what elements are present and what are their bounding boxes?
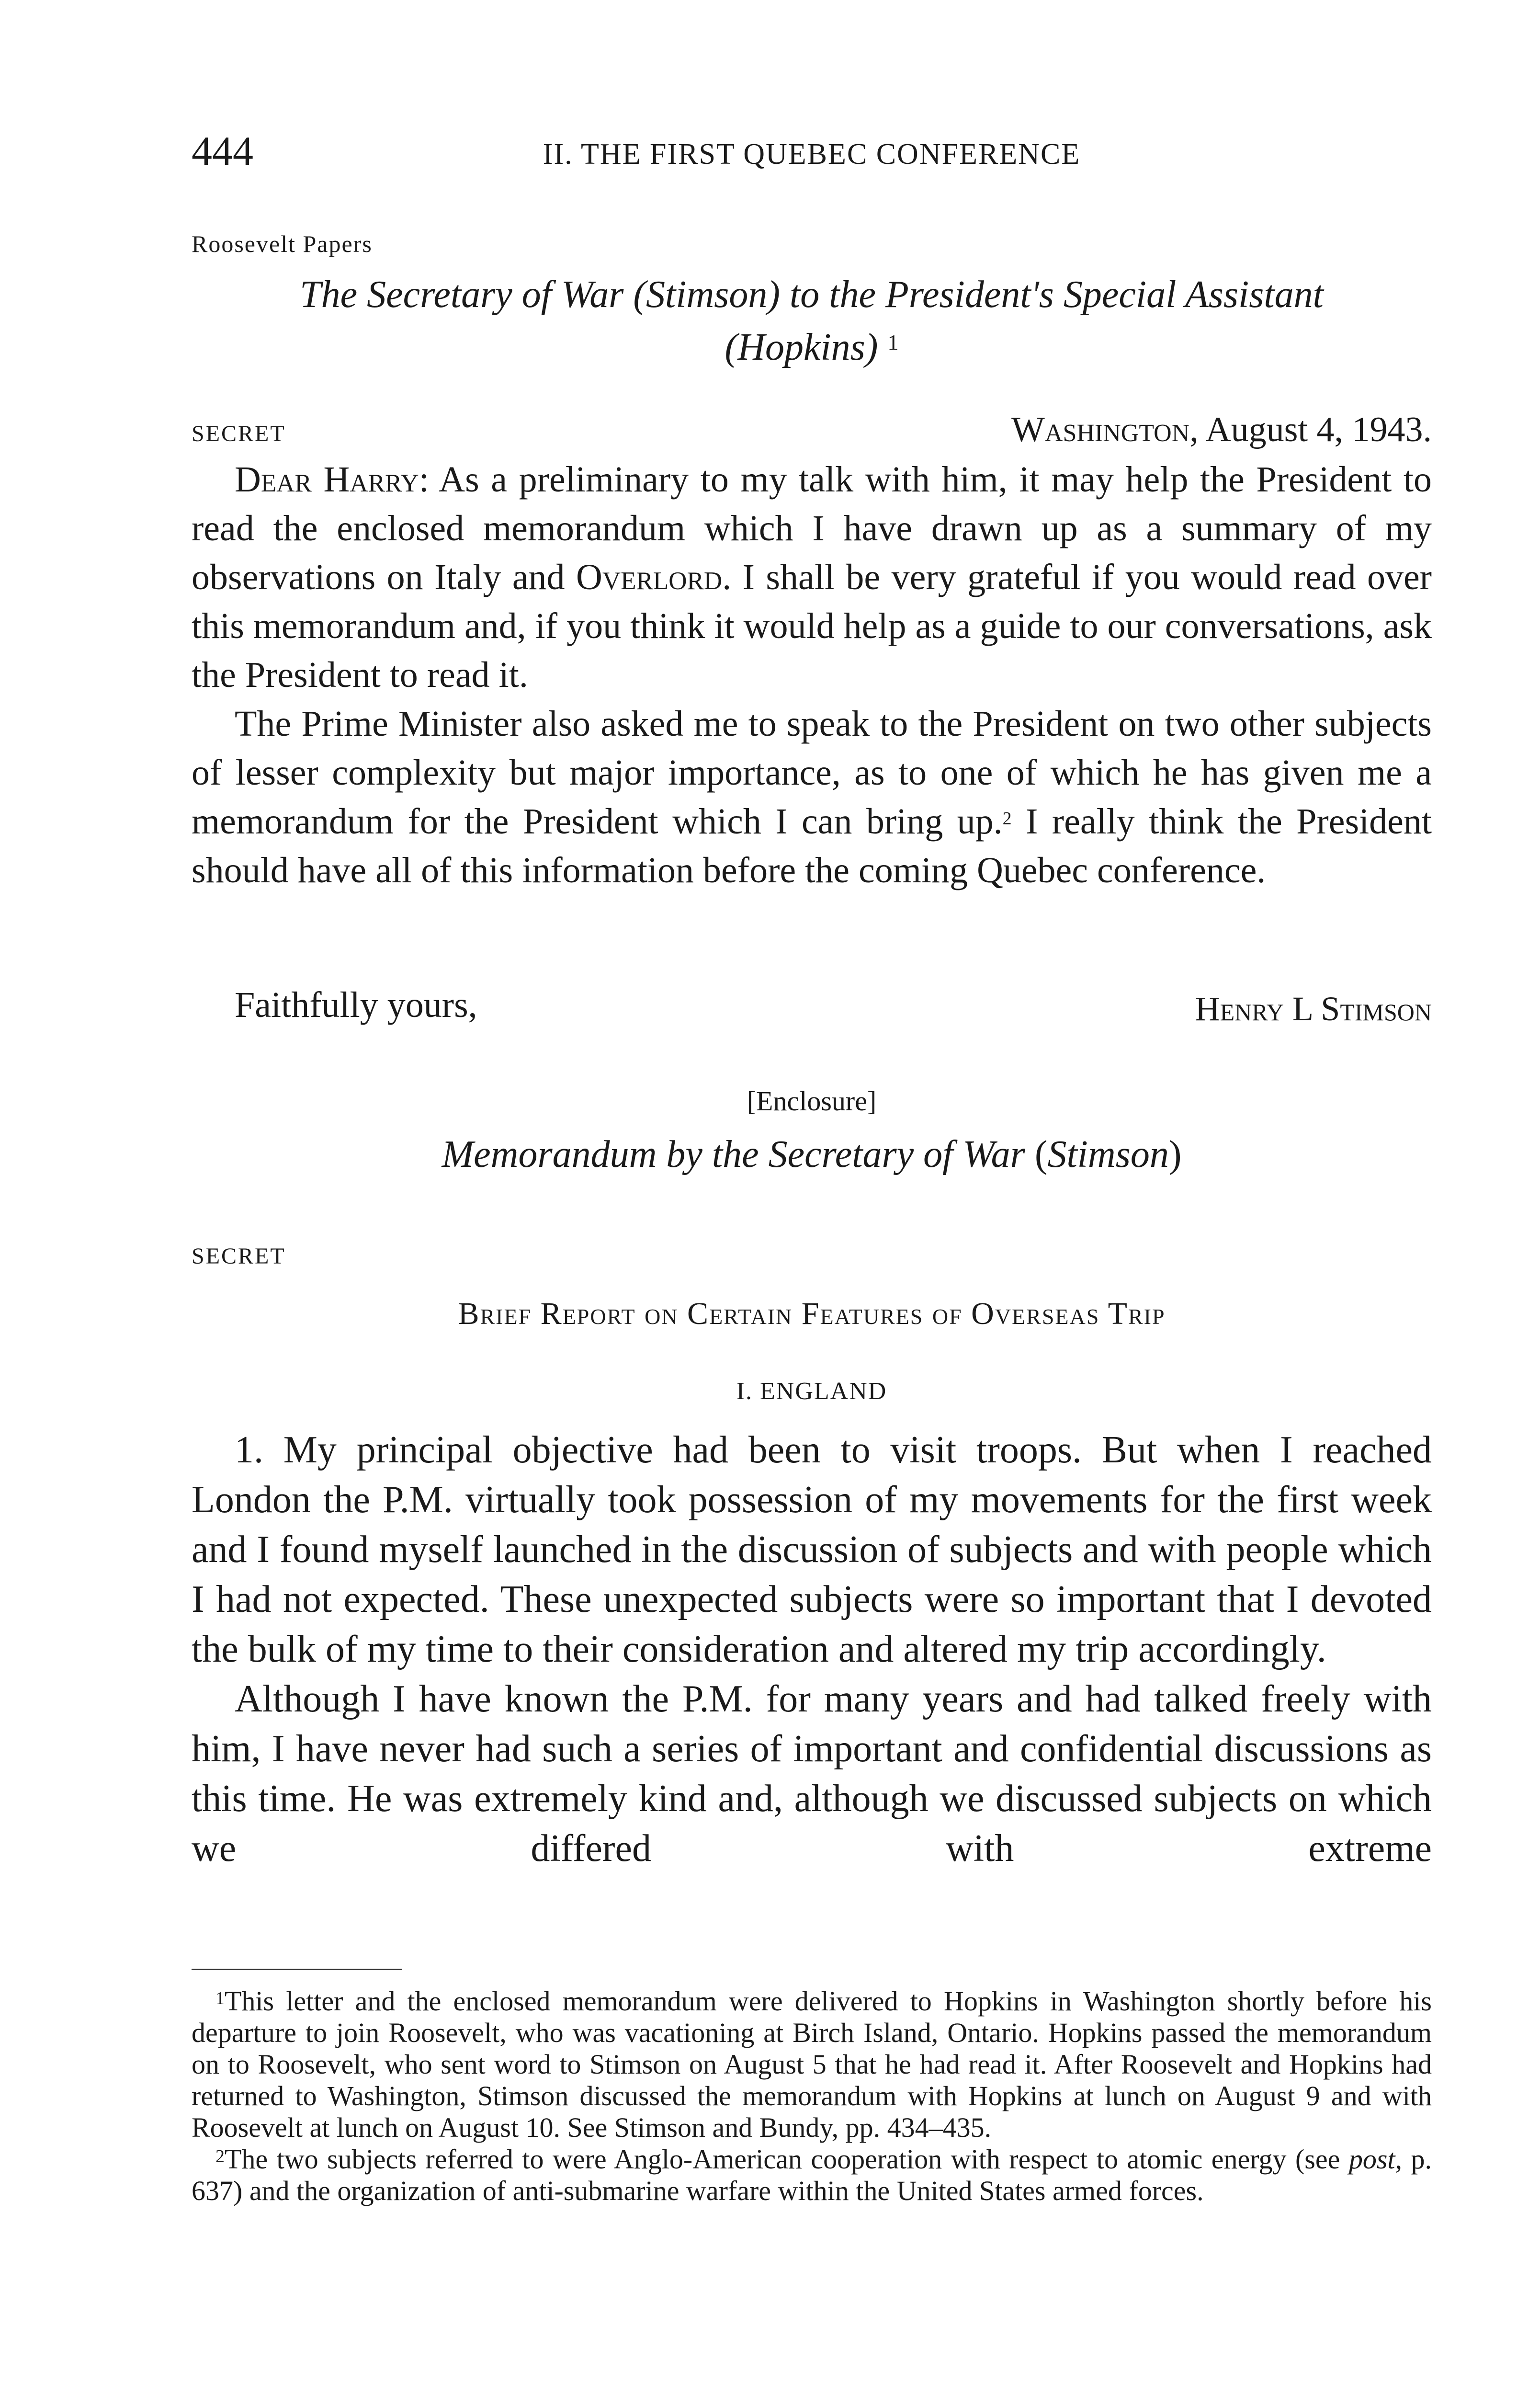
report-title: Brief Report on Certain Features of Overseas Trip [458, 1296, 1166, 1331]
footnote-2: $^2$The two subjects referred to were Anglo-American cooperation with respect to atomic energy (see post, p. 637) and the organization of anti-submarine warfare within the United States armed forces. [192, 2144, 1432, 2206]
document-title-line-2 [192, 321, 1432, 374]
section-heading: I. ENGLAND [736, 1378, 887, 1405]
letter-signature: Henry L Stimson [1195, 990, 1432, 1028]
letter-closing: Faithfully yours, [235, 985, 477, 1025]
salutation: Dear Harry [235, 459, 419, 500]
page-header [192, 127, 1432, 184]
letter-paragraph-1: Dear Harry: As a preliminary to my talk with him, it may help the President to read the enclosed memorandum which I have drawn up as a summary of my observations on Italy and Overlord. I shall be very grateful if you would read over this memorandum and, if you think it would help as a guide to our conversations, ask the President to read it. [192, 459, 1432, 695]
footnote-ref-2: 2 [1002, 809, 1012, 829]
footnote-divider [192, 1969, 402, 1970]
document-title-line-1: The Secretary of War (Stimson) to the President's Special Assistant [300, 274, 1324, 316]
dateline-date: , August 4, 1943. [1189, 410, 1432, 449]
dateline [1011, 410, 1432, 450]
memo-classification-marking: SECRET [192, 1243, 286, 1269]
letter-body [192, 455, 1432, 895]
source-label: Roosevelt Papers [192, 230, 373, 257]
document-title-recipient: (Hopkins) [725, 326, 878, 368]
code-name-overlord: Overlord [576, 557, 723, 597]
dateline-place: Washington [1011, 410, 1190, 449]
document-title [192, 268, 1432, 374]
running-head: II. THE FIRST QUEBEC CONFERENCE [543, 138, 1081, 171]
classification-marking: SECRET [192, 421, 286, 446]
footnote-marker: 1 [215, 1988, 225, 2008]
footnote-ref-1: 1 [887, 330, 899, 354]
letter-paragraph-2: The Prime Minister also asked me to speak to the President on two other subjects of lesser complexity but major importance, as to one of which he has given me a memorandum for the President which I can bring up.$^2$ I really think the President should have all of this information before the coming Quebec conference. [192, 704, 1432, 890]
enclosure-label: [Enclosure] [747, 1085, 877, 1117]
footnote-marker: 2 [215, 2146, 225, 2167]
footnote-1: $^1$This letter and the enclosed memorandum were delivered to Hopkins in Washington shortly before his departure to join Roosevelt, who was vacationing at Birch Island, Ontario. Hopkins passed the memorandum on to Roosevelt, who sent word to Stimson on August 5 that he had read it. After Roosevelt and Hopkins had returned to Washington, Stimson discussed the memorandum with Hopkins at lunch on August 9 and with Roosevelt at lunch on August 10. See Stimson and Bundy, pp. 434–435. [192, 1985, 1432, 2143]
footnotes [192, 1985, 1432, 2207]
report-paragraph-1: 1. My principal objective had been to visit troops. But when I reached London the P.M. virtually took possession of my movements for the first week and I found myself launched in the discussion of subjects and with people which I had not expected. These unexpected subjects were so important that I devoted the bulk of my time to their consideration and altered my trip accordingly. [192, 1429, 1432, 1670]
report-paragraph-2: Although I have known the P.M. for many years and had talked freely with him, I have never had such a series of important and confidential discussions as this time. He was extremely kind and, although we discussed subjects on which we differed with extreme [192, 1678, 1432, 1870]
report-body [192, 1425, 1432, 1873]
page-number: 444 [192, 128, 253, 174]
memo-title: Memorandum by the Secretary of War (Stimson) [442, 1133, 1182, 1175]
